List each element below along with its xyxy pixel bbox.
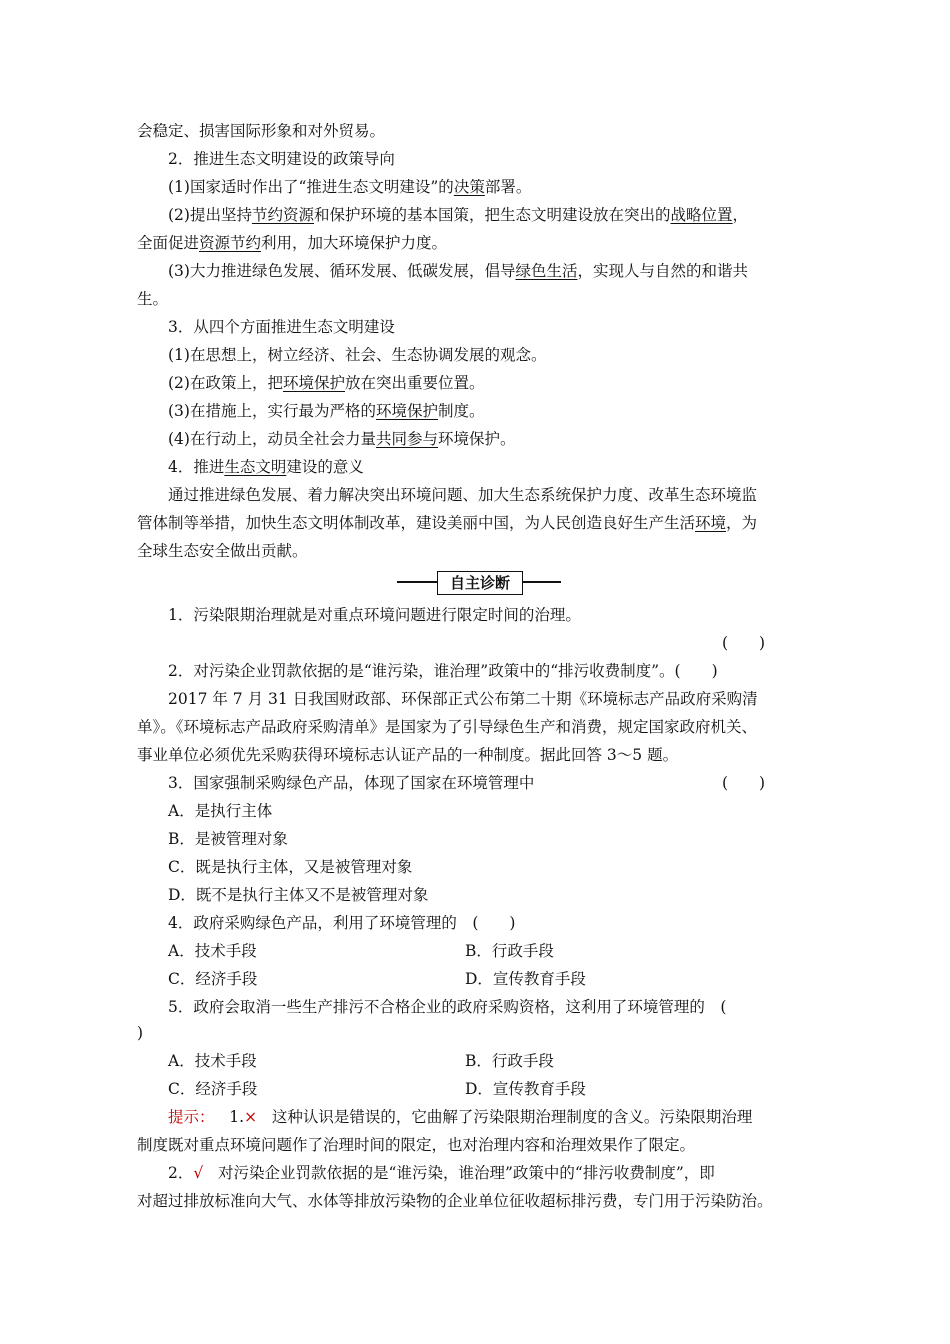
section-2-item-2-cont: 全面促进资源节约利用，加大环境保护力度。 bbox=[137, 234, 448, 252]
question-4-option-b: B．行政手段 bbox=[465, 942, 554, 960]
answer-blank: 环境保护 bbox=[282, 374, 345, 392]
hint-line-3: 2．√ 对污染企业罚款依据的是“谁污染，谁治理”政策中的“排污收费制度”，即 bbox=[168, 1164, 715, 1182]
paragraph-line: 会稳定、损害国际形象和对外贸易。 bbox=[137, 122, 386, 140]
question-3-option-a: A．是执行主体 bbox=[168, 802, 273, 820]
answer-blank: 节约资源 bbox=[251, 206, 314, 224]
badge-label: 自主诊断 bbox=[437, 571, 523, 595]
question-3-option-b: B．是被管理对象 bbox=[168, 830, 288, 848]
question-4-option-d: D．宣传教育手段 bbox=[465, 970, 586, 988]
answer-blank: 战略位置 bbox=[670, 206, 733, 224]
question-3-stem: 3．国家强制采购绿色产品，体现了国家在环境管理中 bbox=[168, 774, 535, 792]
material-line-1: 2017 年 7 月 31 日我国财政部、环保部正式公布第二十期《环境标志产品政府采购清 bbox=[168, 690, 758, 708]
answer-parentheses: ( ) bbox=[722, 774, 766, 792]
section-2-item-3-cont: 生。 bbox=[137, 290, 169, 308]
question-4-stem: 4．政府采购绿色产品，利用了环境管理的 ( ) bbox=[168, 914, 516, 932]
question-5-option-d: D．宣传教育手段 bbox=[465, 1080, 586, 1098]
section-3-item-4: (4)在行动上，动员全社会力量共同参与环境保护。 bbox=[168, 430, 516, 448]
section-2-heading: 2．推进生态文明建设的政策导向 bbox=[168, 150, 395, 168]
hint-line-2: 制度既对重点环境问题作了治理时间的限定，也对治理内容和治理效果作了限定。 bbox=[137, 1136, 696, 1154]
question-3-option-c: C．既是执行主体，又是被管理对象 bbox=[168, 858, 413, 876]
question-2: 2．对污染企业罚款依据的是“谁污染，谁治理”政策中的“排污收费制度”。( ) bbox=[168, 662, 718, 680]
badge-rule-right bbox=[523, 581, 561, 583]
answer-blank: 决策 bbox=[453, 178, 485, 196]
answer-blank: 环境保护 bbox=[375, 402, 438, 420]
section-2-item-3: (3)大力推进绿色发展、循环发展、低碳发展，倡导绿色生活，实现人与自然的和谐共 bbox=[168, 262, 748, 280]
section-3-heading: 3．从四个方面推进生态文明建设 bbox=[168, 318, 395, 336]
section-badge bbox=[397, 571, 561, 595]
section-4-line-1: 通过推进绿色发展、着力解决突出环境问题、加大生态系统保护力度、改革生态环境监 bbox=[168, 486, 758, 504]
section-3-item-1: (1)在思想上，树立经济、社会、生态协调发展的观念。 bbox=[168, 346, 547, 364]
answer-blank: 环境 bbox=[695, 514, 727, 532]
section-4-heading: 4．推进生态文明建设的意义 bbox=[168, 458, 364, 476]
hint-label: 提示： bbox=[168, 1108, 215, 1126]
section-3-item-2: (2)在政策上，把环境保护放在突出重要位置。 bbox=[168, 374, 485, 392]
section-2-item-2: (2)提出坚持节约资源和保护环境的基本国策，把生态文明建设放在突出的战略位置， bbox=[168, 206, 749, 224]
question-5-close-paren: ) bbox=[137, 1024, 144, 1042]
question-5-option-c: C．经济手段 bbox=[168, 1080, 258, 1098]
answer-blank: 绿色生活 bbox=[515, 262, 578, 280]
answer-blank: 共同参与 bbox=[375, 430, 438, 448]
question-5-option-b: B．行政手段 bbox=[465, 1052, 554, 1070]
question-3-option-d: D．既不是执行主体又不是被管理对象 bbox=[168, 886, 429, 904]
hint-line-4: 对超过排放标准向大气、水体等排放污染物的企业单位征收超标排污费，专门用于污染防治。 bbox=[137, 1192, 773, 1210]
question-4-option-c: C．经济手段 bbox=[168, 970, 258, 988]
answer-blank: 资源节约 bbox=[199, 234, 262, 252]
wrong-mark-icon: × bbox=[244, 1108, 258, 1126]
material-line-2: 单》。《环境标志产品政府采购清单》是国家为了引导绿色生产和消费，规定国家政府机关、 bbox=[137, 718, 758, 736]
question-5-option-a: A．技术手段 bbox=[168, 1052, 257, 1070]
section-4-line-3: 全球生态安全做出贡献。 bbox=[137, 542, 308, 560]
answer-parentheses: ( ) bbox=[722, 634, 766, 652]
correct-mark-icon: √ bbox=[193, 1164, 204, 1182]
hint-line-1: 提示： 1.× 这种认识是错误的，它曲解了污染限期治理制度的含义。污染限期治理 bbox=[168, 1108, 753, 1126]
badge-rule-left bbox=[397, 581, 437, 583]
section-2-item-1: (1)国家适时作出了“推进生态文明建设”的决策部署。 bbox=[168, 178, 532, 196]
question-1: 1．污染限期治理就是对重点环境问题进行限定时间的治理。 bbox=[168, 606, 581, 624]
section-4-line-2: 管体制等举措，加快生态文明体制改革，建设美丽中国，为人民创造良好生产生活环境，为 bbox=[137, 514, 758, 532]
section-3-item-3: (3)在措施上，实行最为严格的环境保护制度。 bbox=[168, 402, 485, 420]
question-5-stem: 5．政府会取消一些生产排污不合格企业的政府采购资格，这利用了环境管理的 ( bbox=[168, 998, 727, 1016]
material-line-3: 事业单位必须优先采购获得环境标志认证产品的一种制度。据此回答 3～5 题。 bbox=[137, 746, 679, 764]
answer-blank: 生态文明 bbox=[224, 458, 287, 476]
question-4-option-a: A．技术手段 bbox=[168, 942, 257, 960]
